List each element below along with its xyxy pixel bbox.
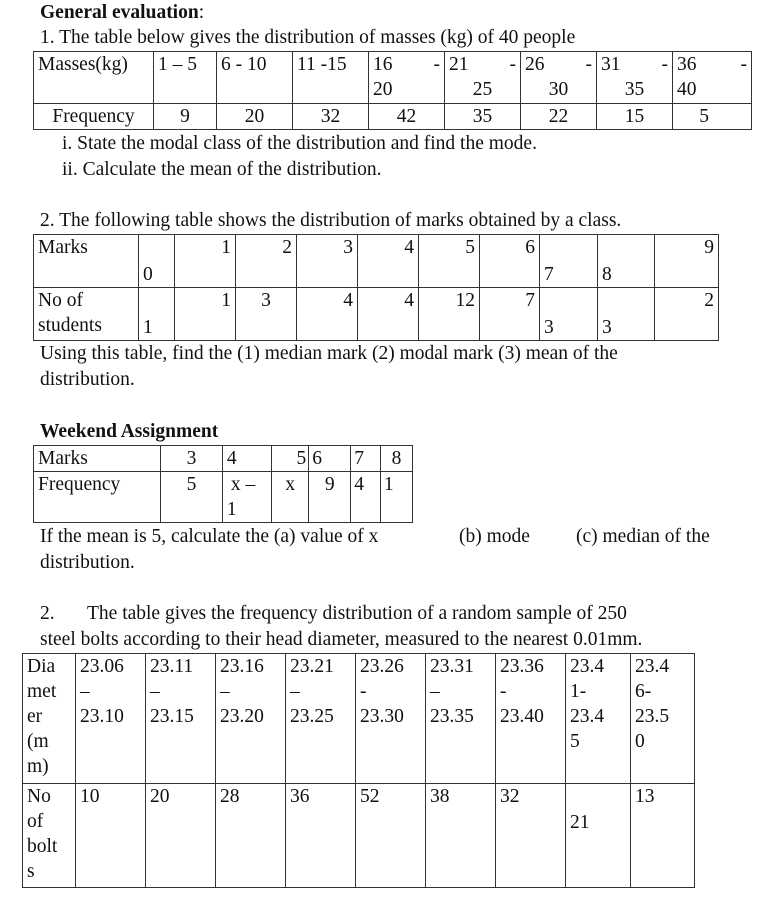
bolt-count-cell: 20: [146, 784, 216, 888]
class-line: 23.16: [220, 656, 264, 677]
bolts-question-number: 2.: [40, 603, 55, 624]
bolts-intro-line-2: steel bolts according to their head diameter, measured to the nearest 0.01mm.: [40, 629, 643, 650]
frequency-expr: x –: [230, 474, 256, 495]
frequency-cell: 35: [445, 104, 521, 130]
mark-cell: 5: [272, 446, 309, 472]
frequency-cell: 9: [309, 472, 351, 523]
header-line: s: [27, 861, 35, 882]
mark-cell: 3: [297, 235, 358, 288]
class-line: 23.25: [290, 706, 334, 727]
student-count-cell: 1: [175, 288, 236, 341]
class-line: 23.10: [80, 706, 124, 727]
frequency-row: [34, 104, 752, 130]
class-upper: 35: [624, 79, 645, 100]
class-line: 23.4: [570, 656, 605, 677]
class-line: 1-: [570, 681, 587, 702]
frequency-cell: [222, 472, 271, 523]
marks-students-table: [33, 234, 719, 341]
student-count-cell: 4: [358, 288, 419, 341]
mark-cell: 6: [309, 446, 351, 472]
frequency-cell: 15: [597, 104, 673, 130]
diameter-class-cell: [76, 654, 146, 784]
frequency-cell: 4: [351, 472, 381, 523]
class-cell: [445, 52, 521, 104]
class-dash: -: [740, 54, 747, 75]
diameter-class-cell: [146, 654, 216, 784]
class-upper: 40: [677, 79, 697, 100]
diameter-class-cell: [356, 654, 426, 784]
header-line: er: [27, 706, 43, 727]
row-header-bolts: [23, 784, 76, 888]
heading-colon: :: [198, 2, 205, 23]
class-line: 23.21: [290, 656, 334, 677]
class-line: 6-: [635, 681, 652, 702]
mark-cell: 2: [236, 235, 297, 288]
student-count-cell: 3: [598, 288, 655, 341]
question-2-task-line-2: distribution.: [40, 369, 135, 390]
mark-cell: 7: [540, 235, 598, 288]
frequency-cell: 5: [673, 104, 752, 130]
class-line: –: [290, 681, 300, 702]
mark-cell: 3: [161, 446, 223, 472]
bolt-count-cell: 10: [76, 784, 146, 888]
class-dash: -: [433, 54, 440, 75]
class-line: –: [430, 681, 440, 702]
frequency-cell: 22: [521, 104, 597, 130]
class-upper: 25: [472, 79, 493, 100]
bolt-count-cell: 36: [286, 784, 356, 888]
frequency-cell: 32: [293, 104, 369, 130]
class-lower: 26: [525, 54, 545, 75]
row-header-masses: Masses(kg): [34, 52, 154, 104]
class-cell: [673, 52, 752, 104]
class-line: 23.06: [80, 656, 124, 677]
header-line: of: [27, 811, 44, 832]
row-header-marks: Marks: [34, 235, 139, 288]
class-cell: [369, 52, 445, 104]
mark-cell: 5: [419, 235, 480, 288]
diameter-class-cell: [496, 654, 566, 784]
bolt-diameter-table: [22, 653, 695, 888]
student-count-cell: 4: [297, 288, 358, 341]
frequency-cell: 1: [380, 472, 412, 523]
header-line: (m: [27, 731, 49, 752]
bolt-count-cell: 32: [496, 784, 566, 888]
class-line: 5: [570, 731, 580, 752]
bolts-intro-line-1: The table gives the frequency distribution of a random sample of 250: [87, 603, 627, 624]
diameter-class-cell: [566, 654, 631, 784]
class-dash: -: [585, 54, 592, 75]
header-line: met: [27, 681, 57, 702]
weekend-task-c: (c) median of the: [576, 526, 710, 547]
bolt-count-cell: 13: [631, 784, 695, 888]
header-line: No: [27, 786, 51, 807]
class-dash: -: [509, 54, 516, 75]
bolts-count-row: [23, 784, 695, 888]
header-line: bolt: [27, 836, 58, 857]
bolt-count-cell: 52: [356, 784, 426, 888]
question-2-task-line-1: Using this table, find the (1) median mark (2) modal mark (3) mean of the: [40, 343, 618, 364]
question-1-intro: 1. The table below gives the distribution of masses (kg) of 40 people: [40, 27, 576, 48]
mark-cell: 9: [655, 235, 719, 288]
section-heading-general-evaluation: [40, 0, 204, 26]
diameter-class-cell: [216, 654, 286, 784]
mark-cell: 7: [351, 446, 381, 472]
class-line: 23.5: [635, 706, 670, 727]
class-line: 23.4: [635, 656, 670, 677]
marks-row: [34, 235, 719, 288]
frequency-cell: 42: [369, 104, 445, 130]
class-line: 23.36: [500, 656, 544, 677]
frequency-cell: 5: [161, 472, 223, 523]
class-upper: 30: [548, 79, 569, 100]
class-line: -: [360, 681, 367, 702]
row-header-diameter: [23, 654, 76, 784]
row-header-frequency: Frequency: [34, 472, 161, 523]
frequency-expr-cont: 1: [226, 499, 237, 520]
row-header-line: students: [38, 315, 102, 336]
class-line: –: [220, 681, 230, 702]
class-line: 23.11: [150, 656, 194, 677]
header-line: m): [27, 756, 49, 777]
class-lower: 36: [677, 54, 697, 75]
mark-cell: 4: [358, 235, 419, 288]
diameter-class-cell: [286, 654, 356, 784]
class-line: –: [80, 681, 90, 702]
class-line: 23.26: [360, 656, 404, 677]
class-line: -: [500, 681, 507, 702]
class-line: 23.30: [360, 706, 404, 727]
row-header-frequency: Frequency: [34, 104, 154, 130]
class-cell: 1 – 5: [154, 52, 217, 104]
question-1-part-ii: ii. Calculate the mean of the distribution.: [62, 159, 382, 180]
student-count-cell: 3: [540, 288, 598, 341]
weekend-frequency-row: [34, 472, 413, 523]
weekend-marks-row: [34, 446, 413, 472]
weekend-task-a: If the mean is 5, calculate the (a) value of x: [40, 526, 379, 547]
class-upper: 20: [373, 79, 393, 100]
mark-cell: 8: [380, 446, 412, 472]
class-lower: 16: [373, 54, 393, 75]
class-line: 23.20: [220, 706, 264, 727]
students-row: [34, 288, 719, 341]
class-cell: [521, 52, 597, 104]
weekend-task-b: (b) mode: [459, 526, 530, 547]
student-count-cell: 12: [419, 288, 480, 341]
mark-cell: 1: [175, 235, 236, 288]
row-header-line: No of: [38, 290, 83, 311]
class-line: 0: [635, 731, 645, 752]
class-cell: 11 -15: [293, 52, 369, 104]
class-line: 23.4: [570, 706, 605, 727]
class-lower: 31: [601, 54, 621, 75]
class-line: 23.15: [150, 706, 194, 727]
header-line: Dia: [27, 656, 56, 677]
row-header-students: [34, 288, 139, 341]
weekend-assignment-heading: Weekend Assignment: [40, 421, 219, 442]
bolt-count-cell: 28: [216, 784, 286, 888]
question-1-part-i: i. State the modal class of the distribution and find the mode.: [62, 133, 537, 154]
class-dash: -: [661, 54, 668, 75]
class-cell: [597, 52, 673, 104]
diameter-class-cell: [426, 654, 496, 784]
class-lower: 21: [449, 54, 469, 75]
frequency-cell: 9: [154, 104, 217, 130]
student-count-cell: 1: [139, 288, 175, 341]
weekend-marks-table: [33, 445, 413, 523]
weekend-task-continuation: distribution.: [40, 552, 135, 573]
mass-frequency-table: [33, 51, 752, 130]
bolt-count-cell: 38: [426, 784, 496, 888]
class-line: –: [150, 681, 160, 702]
class-line: 23.40: [500, 706, 544, 727]
mark-cell: 8: [598, 235, 655, 288]
row-header-marks: Marks: [34, 446, 161, 472]
student-count-cell: 3: [236, 288, 297, 341]
mark-cell: 4: [222, 446, 271, 472]
frequency-cell: 20: [217, 104, 293, 130]
bolt-count-cell: 21: [566, 784, 631, 888]
class-cell: 6 - 10: [217, 52, 293, 104]
class-line: 23.31: [430, 656, 474, 677]
diameter-class-cell: [631, 654, 695, 784]
diameter-row: [23, 654, 695, 784]
mark-cell: 6: [480, 235, 540, 288]
question-2-intro: 2. The following table shows the distribution of marks obtained by a class.: [40, 210, 622, 231]
student-count-cell: 2: [655, 288, 719, 341]
mass-row: [34, 52, 752, 104]
class-line: 23.35: [430, 706, 474, 727]
heading-text: General evaluation: [40, 2, 199, 23]
student-count-cell: 7: [480, 288, 540, 341]
mark-cell: 0: [139, 235, 175, 288]
frequency-cell: x: [272, 472, 309, 523]
